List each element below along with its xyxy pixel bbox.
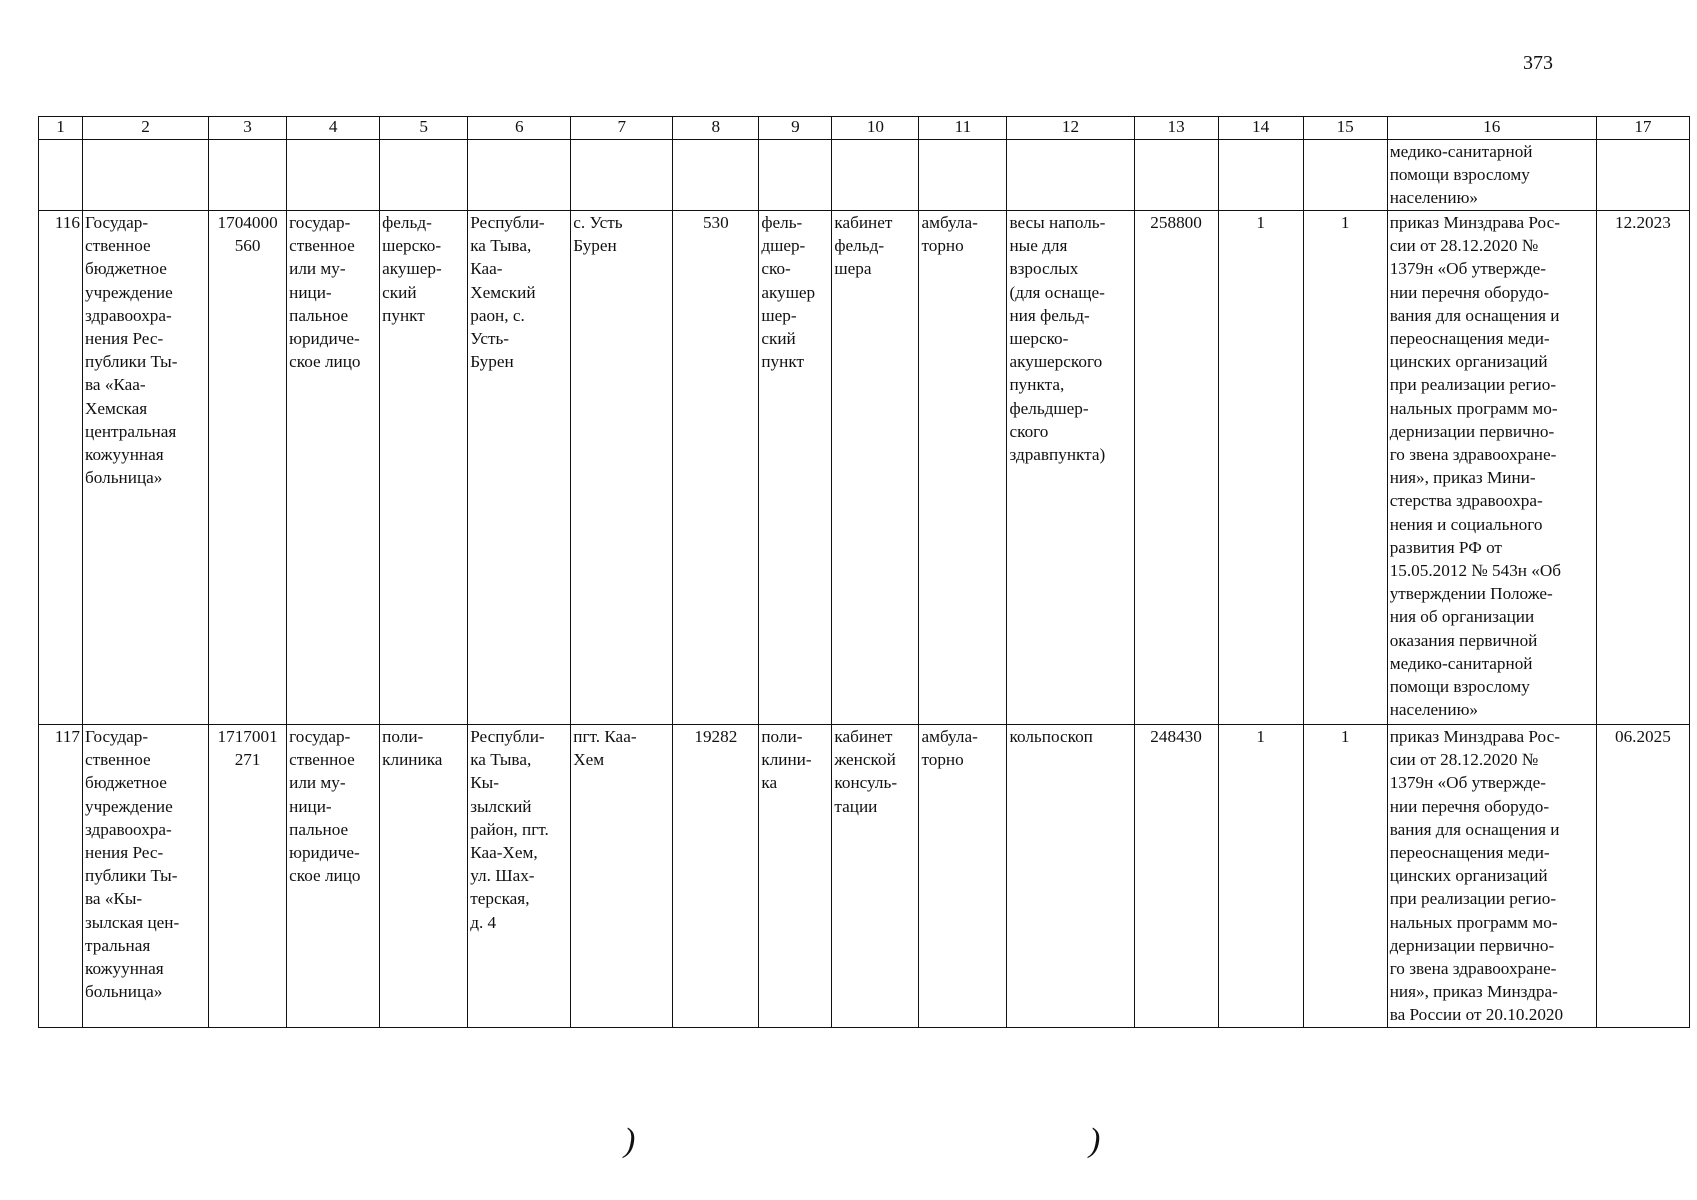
column-number: 7 bbox=[571, 117, 673, 140]
column-number: 4 bbox=[287, 117, 380, 140]
room-cell: кабинет женской консуль- тации bbox=[832, 725, 919, 1028]
table-row bbox=[39, 725, 1690, 1028]
legal-basis-cell: медико-санитарной помощи взрослому населению» bbox=[1387, 140, 1596, 211]
room-cell: кабинет фельд- шера bbox=[832, 211, 919, 725]
continuation-row bbox=[39, 140, 1690, 211]
settlement-cell: пгт. Каа- Хем bbox=[571, 725, 673, 1028]
table-row bbox=[39, 211, 1690, 725]
footer-mark: ) bbox=[624, 1122, 636, 1159]
address-cell: Республи- ка Тыва, Кы- зылский район, пгт. Каа-Хем, ул. Шах- терская, д. 4 bbox=[468, 725, 571, 1028]
cost-cell: 248430 bbox=[1134, 725, 1218, 1028]
organization-name-cell: Государ- ственное бюджетное учреждение здравоохра- нения Рес- публики Ты- ва «Кы- зылская цен- тральная кожуунная больница» bbox=[83, 725, 209, 1028]
table-cell bbox=[1007, 140, 1134, 211]
unit-type-cell: фель- дшер- ско- акушер шер- ский пункт bbox=[759, 211, 832, 725]
column-number: 16 bbox=[1387, 117, 1596, 140]
column-number: 13 bbox=[1134, 117, 1218, 140]
table-cell bbox=[468, 140, 571, 211]
population-cell: 19282 bbox=[673, 725, 759, 1028]
table-cell bbox=[39, 140, 83, 211]
legal-form-cell: государ- ственное или му- ници- пальное юридиче- ское лицо bbox=[287, 211, 380, 725]
organization-code-cell: 1717001 271 bbox=[209, 725, 287, 1028]
table-cell bbox=[1134, 140, 1218, 211]
table-cell bbox=[287, 140, 380, 211]
organization-name-cell: Государ- ственное бюджетное учреждение здравоохра- нения Рес- публики Ты- ва «Каа- Хемская центральная кожуунная больница» bbox=[83, 211, 209, 725]
equipment-registry-table bbox=[38, 116, 1690, 1028]
table-cell bbox=[1303, 140, 1387, 211]
column-number: 15 bbox=[1303, 117, 1387, 140]
deadline-cell: 06.2025 bbox=[1596, 725, 1689, 1028]
column-number: 3 bbox=[209, 117, 287, 140]
care-mode-cell: амбула- торно bbox=[919, 725, 1007, 1028]
table-cell bbox=[832, 140, 919, 211]
unit-type-cell: поли- клини- ка bbox=[759, 725, 832, 1028]
population-cell: 530 bbox=[673, 211, 759, 725]
footer-mark: ) bbox=[1089, 1122, 1101, 1159]
column-number-row bbox=[39, 117, 1690, 140]
quantity-cell: 1 bbox=[1218, 211, 1303, 725]
table-cell bbox=[209, 140, 287, 211]
column-number: 8 bbox=[673, 117, 759, 140]
table-cell bbox=[673, 140, 759, 211]
table-cell bbox=[380, 140, 468, 211]
equipment-cell: весы наполь- ные для взрослых (для оснаще- ния фельд- шерско- акушерского пункта, фельдшер- ского здравпункта) bbox=[1007, 211, 1134, 725]
table-cell bbox=[919, 140, 1007, 211]
table-cell bbox=[571, 140, 673, 211]
address-cell: Республи- ка Тыва, Каа- Хемский раон, с. Усть- Бурен bbox=[468, 211, 571, 725]
deadline-cell: 12.2023 bbox=[1596, 211, 1689, 725]
table-cell bbox=[83, 140, 209, 211]
quantity-cell: 1 bbox=[1303, 725, 1387, 1028]
column-number: 14 bbox=[1218, 117, 1303, 140]
table-cell bbox=[759, 140, 832, 211]
legal-form-cell: государ- ственное или му- ници- пальное юридиче- ское лицо bbox=[287, 725, 380, 1028]
table-cell bbox=[1218, 140, 1303, 211]
column-number: 1 bbox=[39, 117, 83, 140]
column-number: 6 bbox=[468, 117, 571, 140]
legal-basis-cell: приказ Минздрава Рос- сии от 28.12.2020 № 1379н «Об утвержде- нии перечня оборудо- вания для оснащения и переоснащения меди- цинских организаций при реализации регио- нальных программ мо- дернизации первично- го звена здравоохране- ния», приказ Мини- стерства здравоохра- нения и социального развития РФ от 15.05.2012 № 543н «Об утверждении Положе- ния об организации оказания первичной медико-санитарной помощи взрослому населению» bbox=[1387, 211, 1596, 725]
column-number: 10 bbox=[832, 117, 919, 140]
quantity-cell: 1 bbox=[1303, 211, 1387, 725]
facility-type-cell: фельд- шерско- акушер- ский пункт bbox=[380, 211, 468, 725]
page-number: 373 bbox=[1523, 52, 1553, 74]
column-number: 9 bbox=[759, 117, 832, 140]
row-number: 116 bbox=[39, 211, 83, 725]
equipment-cell: кольпоскоп bbox=[1007, 725, 1134, 1028]
row-number: 117 bbox=[39, 725, 83, 1028]
column-number: 17 bbox=[1596, 117, 1689, 140]
column-number: 12 bbox=[1007, 117, 1134, 140]
column-number: 5 bbox=[380, 117, 468, 140]
facility-type-cell: поли- клиника bbox=[380, 725, 468, 1028]
column-number: 11 bbox=[919, 117, 1007, 140]
column-number: 2 bbox=[83, 117, 209, 140]
quantity-cell: 1 bbox=[1218, 725, 1303, 1028]
cost-cell: 258800 bbox=[1134, 211, 1218, 725]
settlement-cell: с. Усть Бурен bbox=[571, 211, 673, 725]
legal-basis-cell: приказ Минздрава Рос- сии от 28.12.2020 № 1379н «Об утвержде- нии перечня оборудо- вания для оснащения и переоснащения меди- цинских организаций при реализации регио- нальных программ мо- дернизации первично- го звена здравоохране- ния», приказ Минздра- ва России от 20.10.2020 bbox=[1387, 725, 1596, 1028]
care-mode-cell: амбула- торно bbox=[919, 211, 1007, 725]
organization-code-cell: 1704000 560 bbox=[209, 211, 287, 725]
table-cell bbox=[1596, 140, 1689, 211]
